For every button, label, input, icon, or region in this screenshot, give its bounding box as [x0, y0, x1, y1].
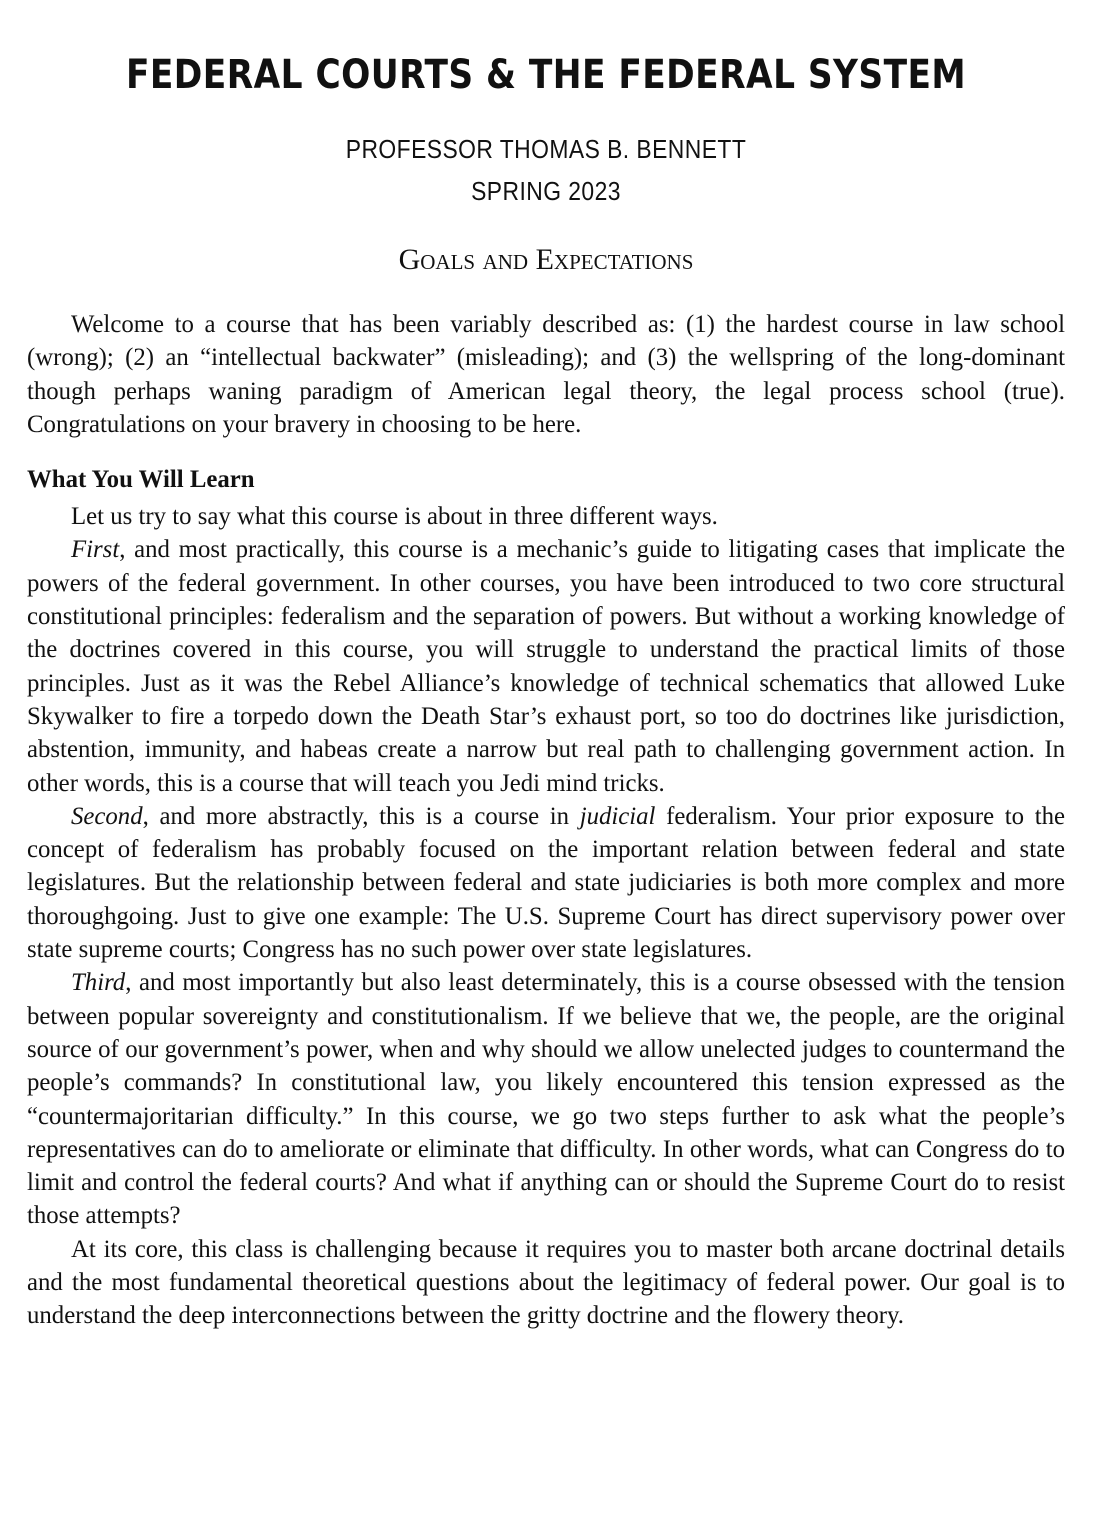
second-emphasis: judicial — [579, 802, 656, 830]
second-text-after: federalism. Your prior exposure to the concept of federalism has probably focused on the important relation between federal and state legislatures. But the relationship between federal and state judiciaries is both more complex and more thoroughgoing. Just to give one example: The U.S. Supreme Court has direct supervisory power over state supreme courts; Congress has no such power over state legislatures. — [27, 802, 1065, 964]
first-paragraph — [27, 533, 1065, 799]
section-heading: Goals and Expectations — [398, 243, 694, 276]
closing-paragraph: At its core, this class is challenging because it requires you to master both arcane doctrinal details and the most fundamental theoretical questions about the legitimacy of federal power. Our goal is to understand the deep interconnections between the gritty doctrine and the flowery theory. — [27, 1235, 1065, 1330]
second-lead: Second — [71, 802, 143, 830]
third-text: , and most importantly but also least determinately, this is a course obsessed with the tension between popular sovereignty and constitutionalism. If we believe that we, the people, are the original source of our government’s power, when and why should we allow unelected judges to countermand the people’s commands? In constitutional law, you likely encountered this tension expressed as the “countermajoritarian difficulty.” In this course, we go two steps further to ask what the people’s representatives can do to ameliorate or eliminate that difficulty. In other words, what can Congress do to limit and control the federal courts? And what if anything can or should the Supreme Court do to resist those attempts? — [27, 969, 1065, 1230]
first-text: , and most practically, this course is a mechanic’s guide to litigating cases that implicate the powers of the federal government. In other courses, you have been introduced to two core structural constitutional principles: federalism and the separation of powers. But without a working knowledge of the doctrines covered in this course, you will struggle to understand the practical limits of those principles. Just as it was the Rebel Alliance’s knowledge of technical schematics that allowed Luke Skywalker to fire a torpedo down the Death Star’s exhaust port, so too do doctrines like jurisdiction, abstention, immunity, and habeas create a narrow but real path to challenging government action. In other words, this is a course that will teach you Jedi mind tricks. — [27, 536, 1065, 797]
second-paragraph — [27, 800, 1065, 966]
document-page — [27, 48, 1065, 1333]
professor-name: PROFESSOR THOMAS B. BENNETT — [345, 134, 747, 164]
first-lead: First — [71, 536, 120, 564]
document-title: FEDERAL COURTS & THE FEDERAL SYSTEM — [125, 52, 967, 98]
what-you-will-learn-heading: What You Will Learn — [27, 466, 255, 494]
third-paragraph — [27, 966, 1065, 1232]
term: SPRING 2023 — [471, 176, 621, 206]
second-text-before: , and more abstractly, this is a course in — [142, 802, 580, 830]
opening-paragraph: Let us try to say what this course is about in three different ways. — [71, 503, 718, 531]
third-lead: Third — [71, 969, 126, 997]
intro-paragraph: Welcome to a course that has been variably described as: (1) the hardest course in law school (wrong); (2) an “intellectual backwater” (misleading); and (3) the wellspring of the long-dominant though perhaps waning paradigm of American legal theory, the legal process school (true). Congratulations on your bravery in choosing to be here. — [27, 311, 1065, 438]
